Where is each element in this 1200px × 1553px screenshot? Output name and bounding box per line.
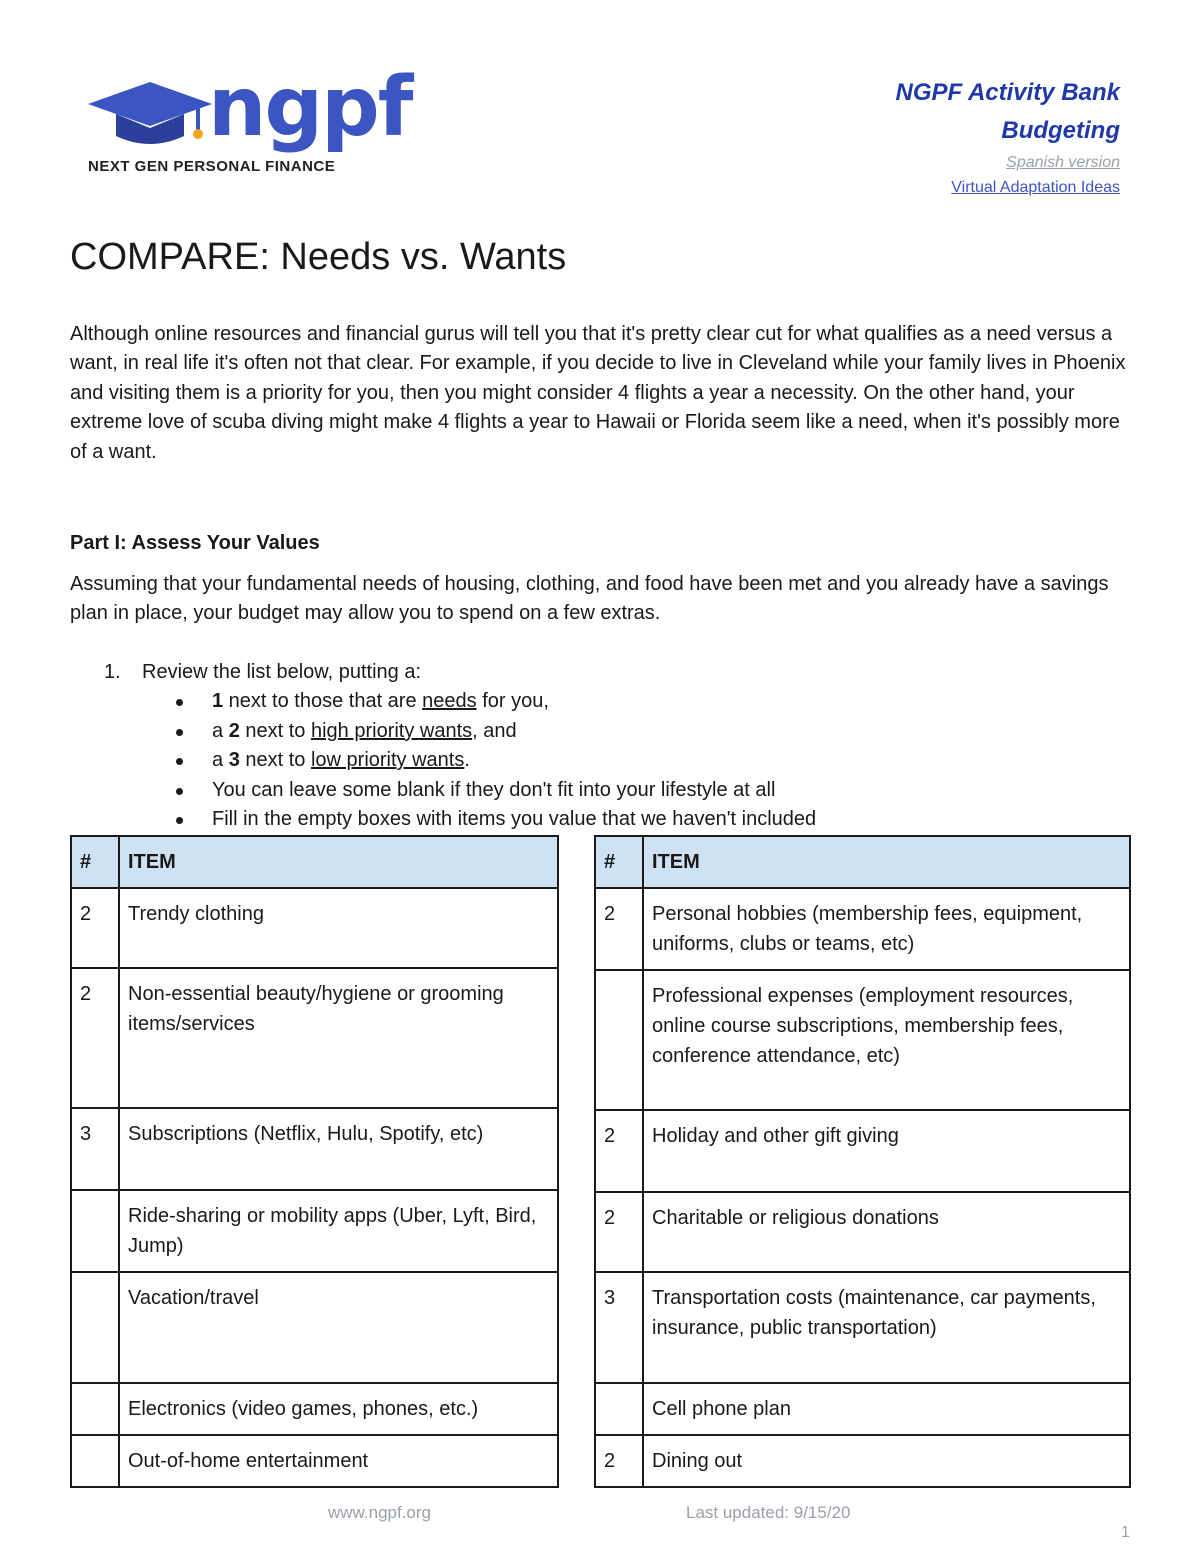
logo-wordmark: ngpf — [208, 60, 412, 155]
table-row — [71, 888, 558, 968]
bullet-text: a — [212, 749, 229, 772]
table-row — [595, 1110, 1130, 1192]
intro-paragraph: Although online resources and financial gurus will tell you that it's pretty clear cut for what qualifies as a need versus a want, in real life it's often not that clear. For example, if you decide to live in Cleveland while your family lives in Phoenix and visiting them is a priority for you, then you might consider 4 flights a year a necessity. On the other hand, your extreme love of scuba diving might make 4 flights a year to Hawaii or Florida seem like a need, when it's possibly more of a want. — [70, 323, 1126, 463]
page-number: 1 — [1121, 1524, 1130, 1541]
rank-cell[interactable] — [595, 1383, 643, 1435]
bullet-text: for you, — [476, 690, 549, 713]
table-row — [595, 1272, 1130, 1383]
table-row — [71, 1190, 558, 1272]
item-column-header: ITEM — [119, 836, 558, 888]
rank-cell[interactable] — [71, 1435, 119, 1487]
step-number: 1. — [104, 661, 121, 683]
spanish-version-link[interactable]: Spanish version — [1006, 154, 1120, 171]
item-cell: Electronics (video games, phones, etc.) — [119, 1383, 558, 1435]
item-cell: Holiday and other gift giving — [643, 1110, 1130, 1192]
table-row — [71, 1108, 558, 1190]
table-header-row — [71, 836, 558, 888]
logo-tagline: NEXT GEN PERSONAL FINANCE — [88, 158, 336, 175]
instructions-list — [104, 658, 816, 834]
rank-cell[interactable]: 2 — [595, 1435, 643, 1487]
bullet-text: next to those that are — [223, 690, 423, 713]
item-cell: Personal hobbies (membership fees, equipment, uniforms, clubs or teams, etc) — [643, 888, 1130, 970]
bullet-text: , and — [472, 719, 517, 742]
item-cell: Cell phone plan — [643, 1383, 1130, 1435]
table-row — [595, 1192, 1130, 1272]
bullet-text: next to — [239, 719, 311, 742]
item-cell: Transportation costs (maintenance, car payments, insurance, public transportation) — [643, 1272, 1130, 1383]
rank-cell[interactable]: 2 — [71, 888, 119, 968]
item-cell: Trendy clothing — [119, 888, 558, 968]
table-row — [595, 970, 1130, 1110]
table-row — [71, 1272, 558, 1383]
table-row — [595, 1383, 1130, 1435]
step-text: Review the list below, putting a: — [142, 661, 422, 683]
items-table-right — [594, 835, 1131, 1488]
rank-cell[interactable]: 2 — [71, 968, 119, 1108]
bullet-item — [212, 717, 816, 746]
bullet-item — [212, 687, 816, 716]
bullet-item: You can leave some blank if they don't fit into your lifestyle at all — [212, 776, 816, 805]
bullet-text: . — [464, 749, 470, 772]
item-cell: Charitable or religious donations — [643, 1192, 1130, 1272]
rank-number: 3 — [228, 749, 240, 772]
rank-cell[interactable] — [595, 970, 643, 1110]
rank-cell[interactable] — [71, 1383, 119, 1435]
topic-title: Budgeting — [1001, 117, 1120, 144]
table-row — [595, 888, 1130, 970]
high-priority-label: high priority wants — [310, 719, 473, 742]
needs-label: needs — [422, 690, 477, 713]
item-cell: Ride-sharing or mobility apps (Uber, Lyft, Bird, Jump) — [119, 1190, 558, 1272]
rank-cell[interactable] — [71, 1190, 119, 1272]
table-row — [71, 1435, 558, 1487]
page-title: COMPARE: Needs vs. Wants — [70, 236, 567, 278]
rank-cell[interactable]: 2 — [595, 1192, 643, 1272]
low-priority-label: low priority wants — [310, 749, 465, 772]
footer-url[interactable]: www.ngpf.org — [328, 1503, 431, 1522]
header-block — [896, 74, 1121, 200]
bullet-item: Fill in the empty boxes with items you value that we haven't included — [212, 805, 816, 834]
item-cell: Subscriptions (Netflix, Hulu, Spotify, etc) — [119, 1108, 558, 1190]
rank-cell[interactable]: 2 — [595, 1110, 643, 1192]
item-cell: Professional expenses (employment resources, online course subscriptions, membership fees, conference attendance, etc) — [643, 970, 1130, 1110]
num-column-header: # — [595, 836, 643, 888]
table-row — [71, 968, 558, 1108]
part1-heading: Part I: Assess Your Values — [70, 532, 320, 554]
footer-last-updated: Last updated: 9/15/20 — [686, 1503, 851, 1522]
rank-number: 1 — [212, 690, 224, 713]
item-cell: Non-essential beauty/hygiene or grooming items/services — [119, 968, 558, 1108]
table-row — [595, 1435, 1130, 1487]
ngpf-logo — [88, 60, 412, 180]
table-header-row — [595, 836, 1130, 888]
step-1 — [104, 658, 816, 687]
rank-cell[interactable]: 3 — [71, 1108, 119, 1190]
rank-number: 2 — [228, 719, 240, 742]
items-table-left — [70, 835, 559, 1488]
bullet-text: a — [212, 719, 229, 742]
activity-bank-title: NGPF Activity Bank — [895, 79, 1120, 106]
virtual-adaptation-link[interactable]: Virtual Adaptation Ideas — [951, 179, 1120, 196]
graduation-cap-icon — [88, 82, 218, 152]
bullet-item — [212, 746, 816, 775]
bullet-text: next to — [239, 749, 311, 772]
num-column-header: # — [71, 836, 119, 888]
item-cell: Vacation/travel — [119, 1272, 558, 1383]
rank-cell[interactable] — [71, 1272, 119, 1383]
item-cell: Out-of-home entertainment — [119, 1435, 558, 1487]
rank-cell[interactable]: 2 — [595, 888, 643, 970]
part1-text: Assuming that your fundamental needs of housing, clothing, and food have been met and you already have a savings plan in place, your budget may allow you to spend on a few extras. — [70, 573, 1109, 625]
table-row — [71, 1383, 558, 1435]
rank-cell[interactable]: 3 — [595, 1272, 643, 1383]
item-cell: Dining out — [643, 1435, 1130, 1487]
item-column-header: ITEM — [643, 836, 1130, 888]
bullet-list — [104, 687, 816, 834]
